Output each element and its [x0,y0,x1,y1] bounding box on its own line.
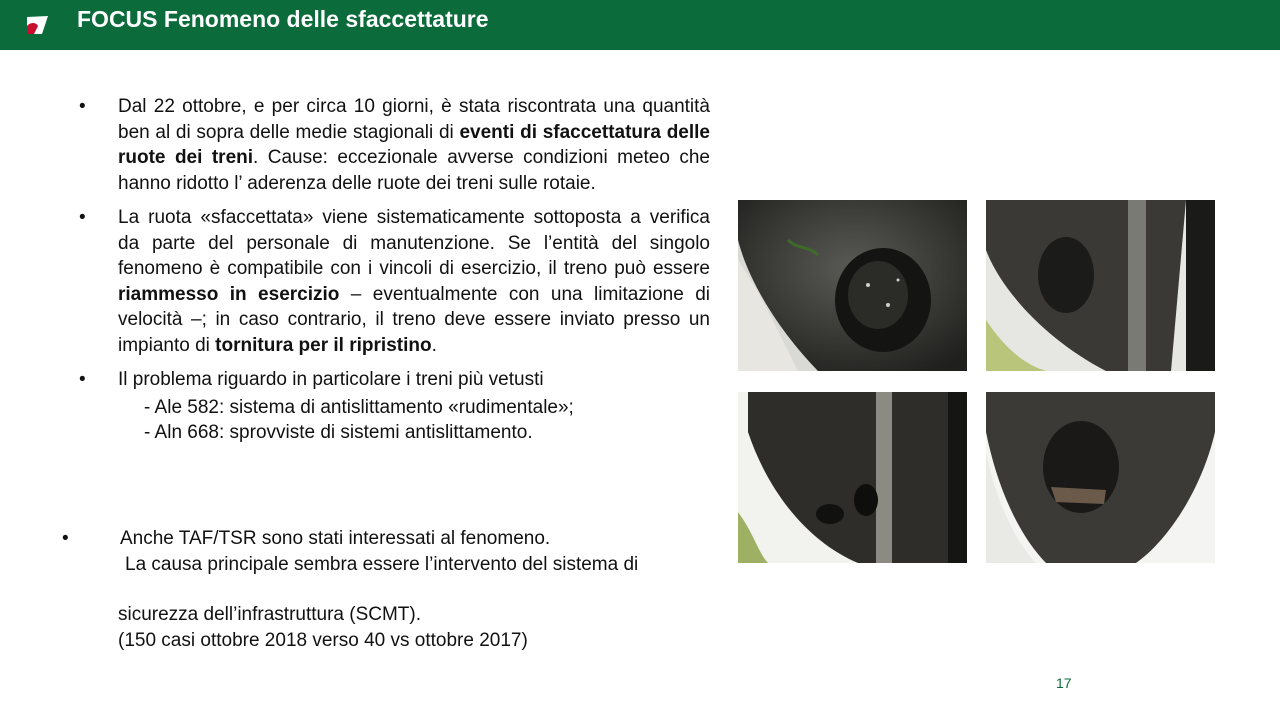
bullet-symbol: • [79,369,86,390]
page-number: 17 [1056,675,1072,691]
railway-logo-icon [24,14,50,36]
bullet-1-bold: eventi di sfaccettatura delle ruote dei treni [118,121,710,168]
page-title: FOCUS Fenomeno delle sfaccettature [77,6,489,32]
lower-line-1: Anche TAF/TSR sono stati interessati al fenomeno. [120,528,551,549]
lower-line-3: sicurezza dell’infrastruttura (SCMT). [118,604,422,625]
bullet-item-3 [79,367,710,446]
bullet-item-1 [79,94,711,196]
bullet-1-text-a: Dal 22 ottobre, e per circa 10 giorni, è stata riscontrata una quantità ben al di sopra delle medie stagionali di [118,96,710,143]
lower-line-4: (150 casi ottobre 2018 verso 40 vs ottobre 2017) [118,630,528,651]
bullet-2-bold-a: riammesso in esercizio [118,283,340,305]
photo-wheel-flat-1 [738,200,967,371]
bullet-item-2 [79,205,710,358]
photo-wheel-flat-2 [986,200,1215,371]
sub-item-aln-668: - Aln 668: sprovviste di sistemi antislittamento. [144,422,533,443]
sub-list [144,395,710,446]
header-bar [0,0,1280,50]
bullet-symbol: • [79,207,86,228]
bullet-2-text-a: La ruota «sfaccettata» viene sistematicamente sottoposta a verifica da parte del personale di manutenzione. Se l’entità del singolo fenomeno è compatibile con i vincoli di esercizio, il treno può essere [118,207,710,279]
bullet-symbol: • [79,96,86,117]
bullet-2-text-b: – eventualmente con una limitazione di velocità –; in caso contrario, il treno deve essere inviato presso un impianto di [118,283,710,356]
bullet-2-bold-b: tornitura per il ripristino [215,334,432,356]
photo-wheel-flat-3 [738,392,967,563]
sub-item-ale-582: - Ale 582: sistema di antislittamento «rudimentale»; [144,396,574,418]
bullet-list [79,94,711,455]
lower-line-2: La causa principale sembra essere l’intervento del sistema di [125,554,639,575]
bullet-3-text: Il problema riguardo in particolare i treni più vetusti [118,369,544,390]
photo-wheel-flat-4 [986,392,1215,563]
bullet-2-text-c: . [431,334,437,356]
bullet-1-text-b: . Cause: eccezionale avverse condizioni meteo che hanno ridotto l’ aderenza delle ruote dei treni sulle rotaie. [118,147,711,194]
bullet-symbol: • [62,528,69,549]
